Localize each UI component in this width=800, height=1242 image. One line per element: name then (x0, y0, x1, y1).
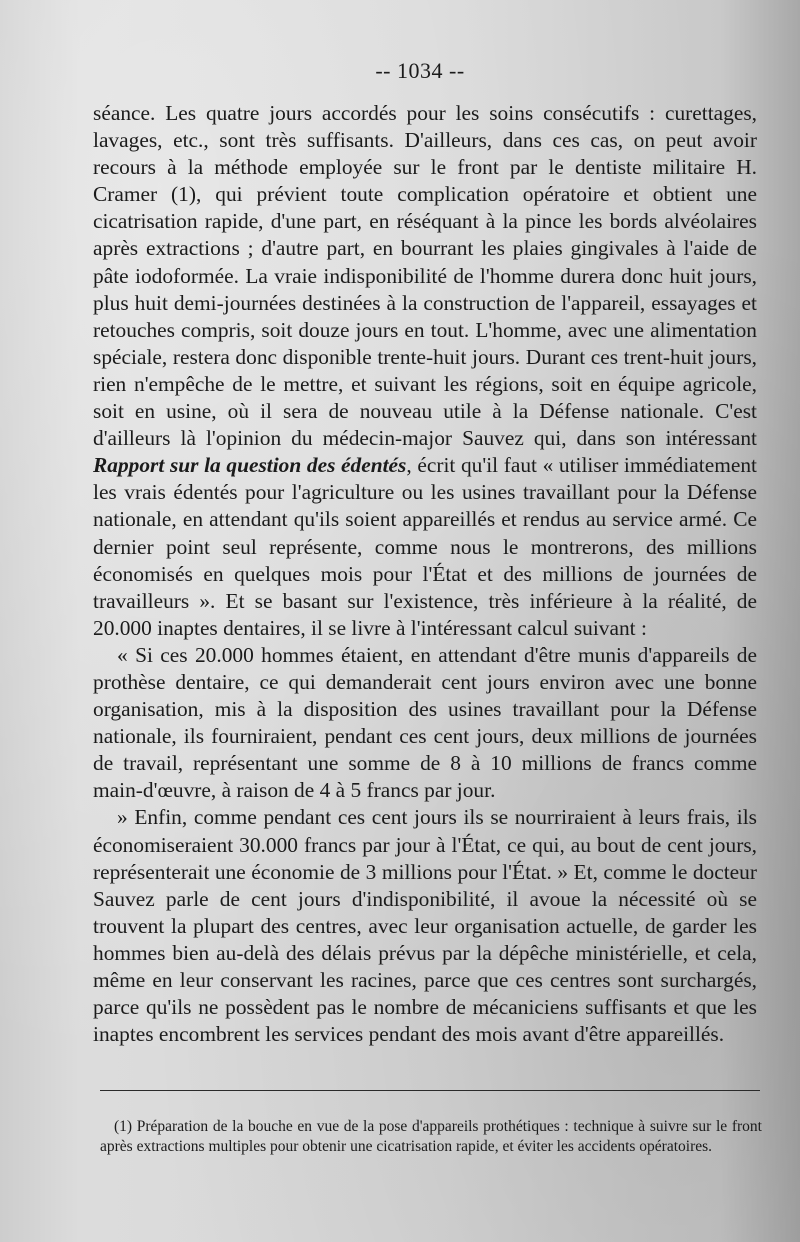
paragraph-2: « Si ces 20.000 hommes étaient, en attendant d'être munis d'appareils de prothèse dentaire, ce qui demanderait cent jours environ avec une bonne organisation, mis à la disposition des usines travaillant pour la Défense nationale, ils fourniraient, pendant ces cent jours, deux millions de journées de travail, représentant une somme de 8 à 10 millions de francs comme main-d'œuvre, à raison de 4 à 5 francs par jour. (93, 642, 757, 803)
footnote-text: (1) Préparation de la bouche en vue de la pose d'appareils prothétiques : technique à suivre sur le front après extractions multiples pour obtenir une cicatrisation rapide, et éviter les accidents opératoires. (100, 1118, 762, 1155)
paragraph-1-text: séance. Les quatre jours accordés pour les soins consécutifs : curettages, lavages, etc., sont très suffisants. D'ailleurs, dans ces cas, on peut avoir recours à la méthode employée sur le front par le dentiste militaire H. Cramer (1), qui prévient toute complication opératoire et obtient une cicatrisation rapide, d'une part, en réséquant à la pince les bords alvéolaires après extractions ; d'autre part, en bourrant les plaies gingivales à l'aide de pâte iodoformée. La vraie indisponibilité de l'homme durera donc huit jours, plus huit demi-journées destinées à la construction de l'appareil, essayages et retouches compris, soit douze jours en tout. L'homme, avec une alimentation spéciale, restera donc disponible trente-huit jours. Durant ces trent-huit jours, rien n'empêche de le mettre, et suivant les régions, soit en équipe agricole, soit en usine, où il sera de nouveau utile à la Défense nationale. C'est d'ailleurs là l'opinion du médecin-major Sauvez qui, dans son intéressant (93, 101, 757, 451)
paragraph-1-text-continued: , écrit qu'il faut « utiliser immédiatement les vrais édentés pour l'agriculture ou les usines travaillant pour la Défense nationale, en attendant qu'ils soient appareillés et rendus au service armé. Ce dernier point seul représente, comme nous le montrerons, des millions économisés en quelques mois pour l'État et des millions de journées de travailleurs ». Et se basant sur l'existence, très inférieure à la réalité, de 20.000 inaptes dentaires, il se livre à l'intéressant calcul suivant : (93, 453, 757, 640)
footnote-divider (100, 1090, 760, 1091)
paragraph-3: » Enfin, comme pendant ces cent jours ils se nourriraient à leurs frais, ils économiseraient 30.000 francs par jour à l'État, ce qui, au bout de cent jours, représenterait une économie de 3 millions pour l'État. » Et, comme le docteur Sauvez parle de cent jours d'indisponibilité, il avoue la nécessité où se trouvent la plupart des centres, avec leur organisation actuelle, de garder les hommes bien au-delà des délais prévus par la dépêche ministérielle, et cela, même en leur conservant les racines, parce que ces centres sont surchargés, parce qu'ils ne possèdent pas le nombre de mécaniciens suffisants et que les inaptes encombrent les services pendant des mois avant d'être appareillés. (93, 805, 757, 1047)
footnote (100, 1117, 762, 1157)
paragraph-1 (93, 100, 757, 642)
report-title: Rapport sur la question des édentés (93, 453, 407, 478)
body-text (93, 100, 757, 1048)
page-number: -- 1034 -- (375, 58, 465, 83)
